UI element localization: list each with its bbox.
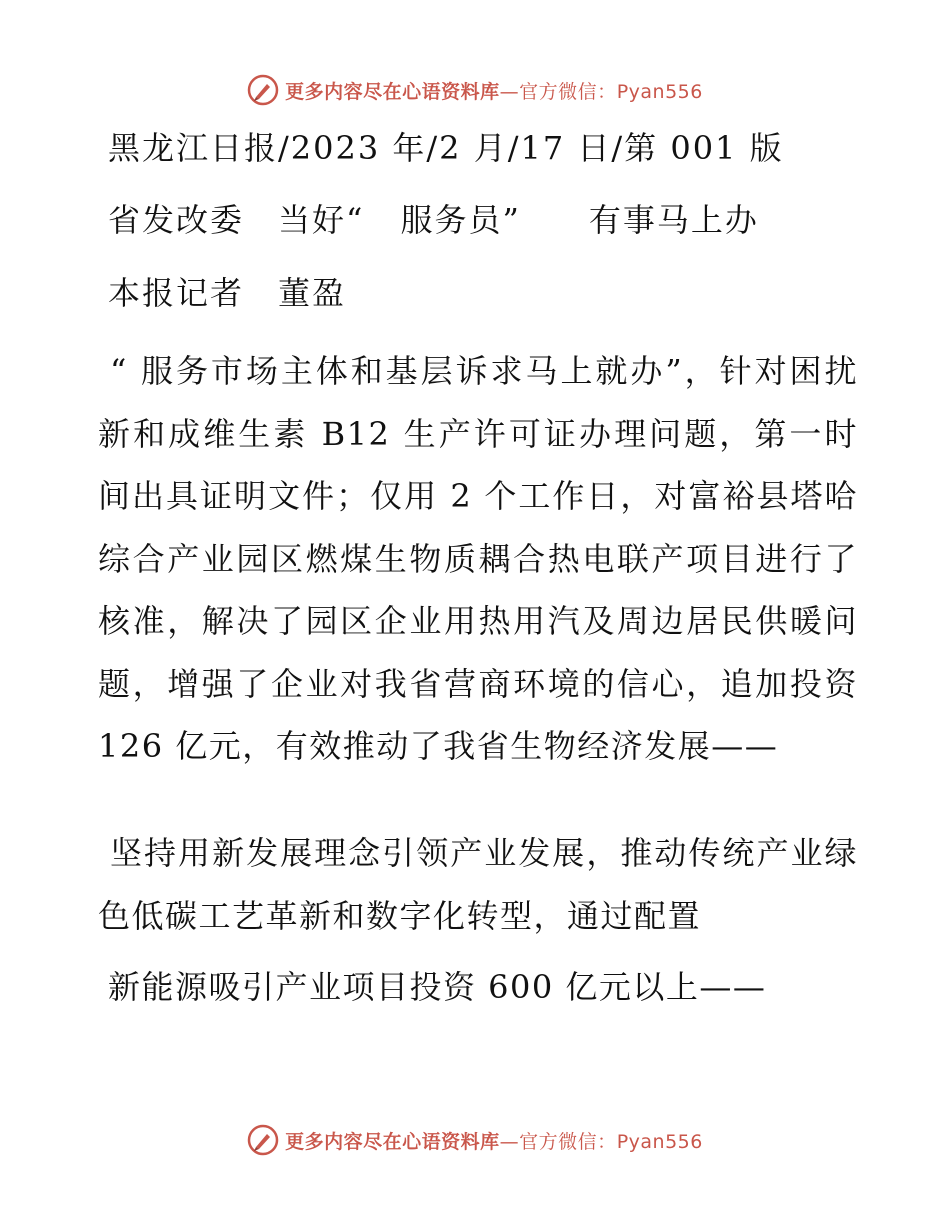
article-paragraph: 坚持用新发展理念引领产业发展，推动传统产业绿色低碳工艺革新和数字化转型，通过配置 [98,834,858,935]
article-paragraph: “ 服务市场主体和基层诉求马上就办”，针对困扰新和成维生素 B12 生产许可证办理问题，第一时间出具证明文件；仅用 2 个工作日，对富裕县塔哈综合产业园区燃煤生物质耦合热电联产项目进行了核准，解决了园区企业用热用汽及周边居民供暖问题，增强了企业对我省营商环境的信心，追加投资 126 亿元，有效推动了我省生物经济发展—— [98,352,858,765]
article-meta: 黑龙江日报/2023 年/2 月/17 日/第 001 版 [108,129,784,167]
watermark-sep: — [499,80,520,103]
watermark-main: 更多内容尽在心语资料库 [285,1130,500,1153]
watermark-sep: — [499,1130,520,1153]
watermark-banner-top [0,70,950,110]
pen-logo-icon [247,1124,279,1156]
watermark-id: Pyan556 [616,80,703,103]
watermark-main: 更多内容尽在心语资料库 [285,80,500,103]
article-paragraph: 新能源吸引产业项目投资 600 亿元以上—— [108,968,767,1006]
article-author: 本报记者 董盈 [108,274,347,312]
watermark-text [285,77,703,104]
pen-logo-icon [247,74,279,106]
watermark-official: 官方微信： [519,80,617,103]
watermark-official: 官方微信： [519,1130,617,1153]
watermark-id: Pyan556 [616,1130,703,1153]
article-title: 省发改委 当好“ 服务员” 有事马上办 [108,201,759,239]
watermark-banner-bottom [0,1120,950,1160]
watermark-text [285,1127,703,1154]
